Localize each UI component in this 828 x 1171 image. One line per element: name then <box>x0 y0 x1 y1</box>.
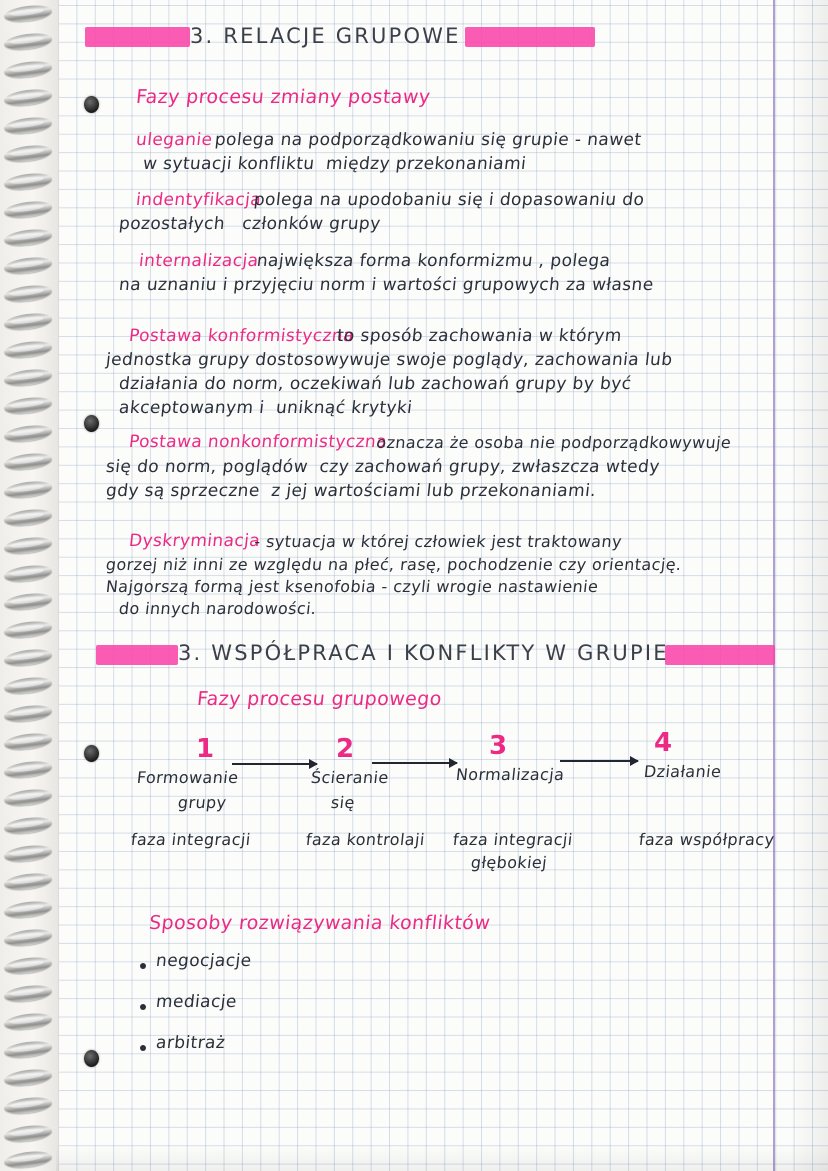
binding-ring <box>3 591 52 612</box>
para-3-line-2: gorzej niż inni ze względu na płeć, rasę, pochodzenie czy orientację. <box>105 555 683 574</box>
binding-ring <box>3 31 52 52</box>
binding-ring <box>3 731 52 752</box>
binding-ring <box>3 143 52 164</box>
step-1-name-line-1: Formowanie <box>136 768 240 787</box>
binding-ring <box>3 815 52 836</box>
binding-ring <box>3 311 52 332</box>
binding-ring <box>3 199 52 220</box>
binding-ring <box>3 1039 52 1060</box>
list-bullet-2 <box>140 1004 146 1010</box>
step-1-name-line-2: grupy <box>177 793 228 812</box>
binding-ring <box>3 619 52 640</box>
punch-hole <box>84 415 99 432</box>
step-number-2: 2 <box>336 734 355 764</box>
term-indentyfikacja: indentyfikacja <box>135 190 263 210</box>
arrow-2-to-3 <box>372 762 457 764</box>
punch-hole <box>84 745 99 762</box>
binding-ring <box>3 1123 52 1144</box>
para-3-line-3: Najgorszą formą jest ksenofobia - czyli wrogie nastawienie <box>105 577 600 596</box>
list-item-1: negocjacje <box>155 951 253 971</box>
para-3-line-1: - sytuacja w której człowiek jest traktowany <box>248 532 623 551</box>
binding-ring <box>3 227 52 248</box>
binding-ring <box>3 339 52 360</box>
step-4-name-line-1: Działanie <box>643 762 723 781</box>
spiral-binding <box>0 0 59 1171</box>
section-heading-1: 3. RELACJE GRUPOWE <box>190 24 461 48</box>
step-2-name-line-1: Ścieranie <box>310 768 390 787</box>
entry-3-line-1: największa forma konformizmu , polega <box>250 251 612 271</box>
step-4-phase: faza współpracy <box>638 830 776 849</box>
binding-ring <box>3 283 52 304</box>
para-3-line-4: do innych narodowości. <box>118 599 318 618</box>
term-postawa-konformistyczna: Postawa konformistyczna <box>128 326 355 346</box>
binding-ring <box>3 787 52 808</box>
binding-ring <box>3 647 52 668</box>
binding-ring <box>3 927 52 948</box>
step-number-3: 3 <box>489 731 508 761</box>
section-heading-2: 3. WSPÓŁPRACA I KONFLIKTY W GRUPIE <box>178 641 669 665</box>
step-number-1: 1 <box>196 734 215 764</box>
highlight-left-h1 <box>85 27 190 47</box>
highlight-right-h1 <box>465 27 595 47</box>
binding-ring <box>3 3 52 24</box>
highlight-left-h2 <box>96 645 178 665</box>
step-2-name-line-2: się <box>330 793 356 812</box>
binding-ring <box>3 255 52 276</box>
step-3-phase-line-2: głębokiej <box>470 853 549 872</box>
binding-ring <box>3 983 52 1004</box>
para-2-line-2: się do norm, poglądów czy zachowań grupy, zwłaszcza wtedy <box>105 457 661 477</box>
list-item-2: mediacje <box>155 992 238 1012</box>
list-bullet-3 <box>140 1045 146 1051</box>
list-item-3: arbitraż <box>155 1033 227 1053</box>
step-number-4: 4 <box>654 728 673 758</box>
highlight-right-h2 <box>665 645 775 665</box>
binding-ring <box>3 1149 52 1170</box>
binding-ring <box>3 87 52 108</box>
entry-3-line-2: na uznaniu i przyjęciu norm i wartości grupowych za własne <box>118 275 655 295</box>
binding-ring <box>3 367 52 388</box>
term-dyskryminacja: Dyskryminacja <box>128 531 262 551</box>
subheading-1: Fazy procesu zmiany postawy <box>135 86 432 108</box>
punch-hole <box>84 96 99 113</box>
term-internalizacja: internalizacja <box>138 251 260 271</box>
entry-1-line-1: polega na podporządkowaniu się grupie - nawet <box>208 130 643 150</box>
binding-ring <box>3 703 52 724</box>
term-uleganie: uleganie <box>135 130 214 150</box>
binding-ring <box>3 1011 52 1032</box>
binding-ring <box>3 759 52 780</box>
para-1-line-1: to sposób zachowania w którym <box>330 326 623 346</box>
binding-ring <box>3 535 52 556</box>
para-1-line-2: jednostka grupy dostosowywuje swoje poglądy, zachowania lub <box>105 350 674 370</box>
binding-ring <box>3 479 52 500</box>
punch-hole <box>84 1050 99 1067</box>
step-3-name-line-1: Normalizacja <box>455 765 566 784</box>
binding-ring <box>3 955 52 976</box>
para-1-line-4: akceptowanym i uniknąć krytyki <box>118 398 414 418</box>
binding-ring <box>3 871 52 892</box>
binding-ring <box>3 171 52 192</box>
step-2-phase: faza kontrolaji <box>305 830 426 849</box>
binding-ring <box>3 563 52 584</box>
binding-ring <box>3 451 52 472</box>
step-3-phase-line-1: faza integracji <box>452 830 574 849</box>
term-postawa-nonkonformistyczna: Postawa nonkonformistyczna <box>128 432 388 452</box>
binding-ring <box>3 843 52 864</box>
arrow-3-to-4 <box>560 760 638 762</box>
para-1-line-3: działania do norm, oczekiwań lub zachowań grupy by być <box>118 374 633 394</box>
binding-ring <box>3 423 52 444</box>
binding-ring <box>3 115 52 136</box>
list-title: Sposoby rozwiązywania konfliktów <box>148 912 492 934</box>
para-2-line-3: gdy są sprzeczne z jej wartościami lub przekonaniami. <box>105 481 598 501</box>
binding-ring <box>3 59 52 80</box>
binding-ring <box>3 675 52 696</box>
binding-ring <box>3 899 52 920</box>
binding-ring <box>3 1095 52 1116</box>
subheading-2: Fazy procesu grupowego <box>196 688 443 710</box>
para-2-line-1: oznacza że osoba nie podporządkowywuje <box>370 433 733 452</box>
binding-ring <box>3 507 52 528</box>
arrow-1-to-2 <box>232 763 317 765</box>
binding-ring <box>3 395 52 416</box>
margin-line <box>773 0 775 1171</box>
entry-2-line-2: pozostałych członków grupy <box>118 214 382 234</box>
entry-1-line-2: w sytuacji konfliktu między przekonaniami <box>142 154 528 174</box>
step-1-phase: faza integracji <box>130 830 252 849</box>
entry-2-line-1: polega na upodobaniu się i dopasowaniu do <box>247 190 646 210</box>
list-bullet-1 <box>140 963 146 969</box>
binding-ring <box>3 1067 52 1088</box>
